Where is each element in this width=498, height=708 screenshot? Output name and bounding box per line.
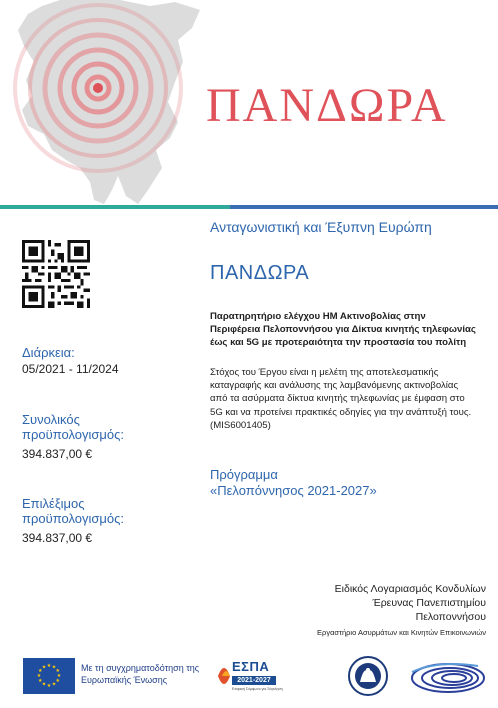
project-title: Παρατηρητήριο ελέγχου ΗΜ Ακτινοβολίας στην Περιφέρεια Πελοποννήσου για Δίκτυα κινητής τηλεφωνίας έως και 5G με προτεραιότητα την προστασία του πολίτη <box>210 311 476 348</box>
svg-text:★: ★ <box>55 668 60 674</box>
organization-line-3: Πελοποννήσου <box>415 611 486 623</box>
program-tagline: Ανταγωνιστική και Έξυπνη Ευρώπη <box>210 219 432 235</box>
project-description-text: Στόχος του Έργου είναι η μελέτη της αποτελεσματικής καταγραφής και ανάλυσης της λαμβανόμενης ακτινοβολίας από τα ασύρματα δίκτυα κινητής τηλεφωνίας με έμφαση στο 5G και να προτείνει πρακτικές οδηγίες για την ανάπτυξή τους. <box>210 367 472 418</box>
total-budget-value: 394.837,00 € <box>22 447 93 461</box>
program-label: Πρόγραμμα <box>210 467 278 482</box>
qr-code <box>22 240 90 308</box>
svg-text:★: ★ <box>41 681 47 688</box>
svg-text:★: ★ <box>46 663 52 669</box>
organization-line-2: Έρευνας Πανεπιστημίου <box>372 597 486 609</box>
svg-text:★: ★ <box>51 664 57 671</box>
project-name: ΠΑΝΔΩΡΑ <box>210 262 310 284</box>
lab-name: Εργαστήριο Ασυρμάτων και Κινητών Επικοινωνιών <box>317 628 486 637</box>
espa-logo-word: ΕΣΠΑ <box>232 659 270 674</box>
duration-label: Διάρκεια: <box>22 345 75 360</box>
svg-text:★: ★ <box>56 673 62 679</box>
eu-flag-icon <box>23 658 75 694</box>
university-seal-icon <box>348 656 388 696</box>
organization-line-1: Ειδικός Λογαριασμός Κονδυλίων <box>334 583 486 595</box>
signal-center-dot <box>93 83 103 93</box>
svg-text:★: ★ <box>38 668 43 674</box>
espa-logo-years: 2021-2027 <box>232 676 276 685</box>
divider-stripe-blue <box>230 205 498 209</box>
svg-text:★: ★ <box>55 678 60 684</box>
eligible-budget-label: Επιλέξιμος προϋπολογισμός: <box>22 496 125 526</box>
svg-text:★: ★ <box>36 673 42 679</box>
duration-value: 05/2021 - 11/2024 <box>22 362 119 376</box>
divider-stripe-teal <box>0 205 230 209</box>
espa-logo-subtitle: Εταιρική Σύμφωνο για Σύγκληση <box>232 687 283 691</box>
svg-text:★: ★ <box>38 678 43 684</box>
project-code: (MIS6001405) <box>210 419 271 431</box>
total-budget-label: Συνολικός προϋπολογισμός: <box>22 412 125 442</box>
brand-title: ΠΑΝΔΩΡΑ <box>206 79 448 132</box>
program-name: «Πελοπόννησος 2021-2027» <box>210 483 377 498</box>
organization-block <box>266 582 486 624</box>
eu-cofunding-text: Με τη συγχρηματοδότηση της Ευρωπαϊκής Ένωσης <box>81 663 200 685</box>
svg-text:★: ★ <box>51 681 57 688</box>
lab-logo-icon <box>408 654 486 696</box>
project-description <box>210 366 478 432</box>
svg-text:★: ★ <box>46 683 52 689</box>
eligible-budget-value: 394.837,00 € <box>22 531 93 545</box>
svg-text:★: ★ <box>41 664 47 671</box>
